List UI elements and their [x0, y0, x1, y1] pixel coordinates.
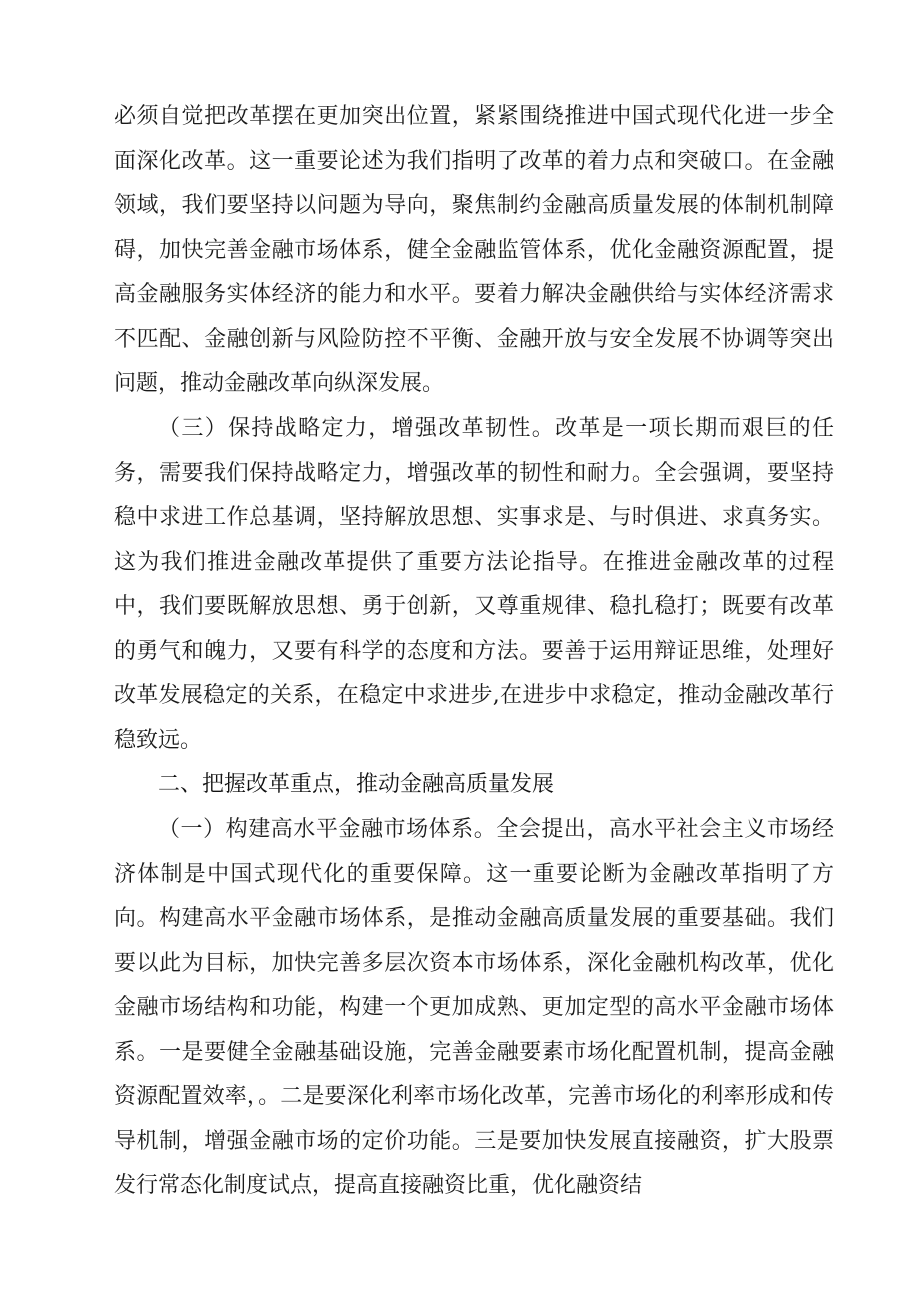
paragraph-reform-focus: 必须自觉把改革摆在更加突出位置，紧紧围绕推进中国式现代化进一步全面深化改革。这一重要论述为我们指明了改革的着力点和突破口。在金融领域，我们要坚持以问题为导向，聚焦制约金融高质量发展的体制机制障碍，加快完善金融市场体系，健全金融监管体系，优化金融资源配置，提高金融服务实体经济的能力和水平。要着力解决金融供给与实体经济需求不匹配、金融创新与风险防控不平衡、金融开放与安全发展不协调等突出问题，推动金融改革向纵深发展。: [114, 104, 834, 396]
paragraph-strategic-resolve: （三）保持战略定力，增强改革韧性。改革是一项长期而艰巨的任务，需要我们保持战略定力，增强改革的韧性和耐力。全会强调，要坚持稳中求进工作总基调，坚持解放思想、实事求是、与时俱进、求真务实。这为我们推进金融改革提供了重要方法论指导。在推进金融改革的过程中，我们要既解放思想、勇于创新，又尊重规律、稳扎稳打；既要有改革的勇气和魄力，又要有科学的态度和方法。要善于运用辩证思维，处理好改革发展稳定的关系，在稳定中求进步,在进步中求稳定，推动金融改革行稳致远。: [114, 416, 834, 753]
paragraph-market-system: （一）构建高水平金融市场体系。全会提出，高水平社会主义市场经济体制是中国式现代化的重要保障。这一重要论断为金融改革指明了方向。构建高水平金融市场体系，是推动金融高质量发展的重要基础。我们要以此为目标，加快完善多层次资本市场体系，深化金融机构改革，优化金融市场结构和功能，构建一个更加成熟、更加定型的高水平金融市场体系。一是要健全金融基础设施，完善金融要素市场化配置机制，提高金融资源配置效率，。二是要深化利率市场化改革，完善市场化的利率形成和传导机制，增强金融市场的定价功能。三是要加快发展直接融资，扩大股票发行常态化制度试点，提高直接融资比重，优化融资结: [114, 817, 834, 1198]
section-heading: 二、把握改革重点，推动金融高质量发展: [158, 772, 555, 797]
